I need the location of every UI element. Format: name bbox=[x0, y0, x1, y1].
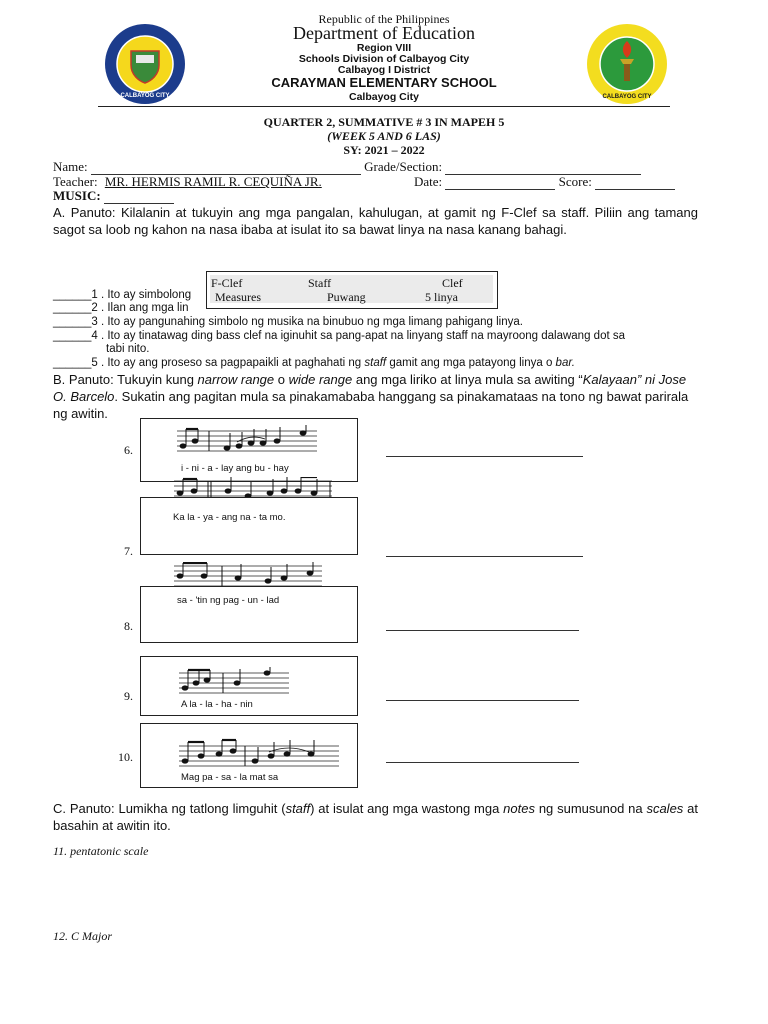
answer-line-7[interactable] bbox=[386, 556, 583, 557]
music-box-6 bbox=[140, 418, 358, 482]
division-text: Schools Division of Calbayog City bbox=[298, 53, 470, 65]
item-7-number: 7. bbox=[124, 544, 133, 558]
school-year: SY: 2021 – 2022 bbox=[343, 143, 425, 157]
section-b-instructions: B. Panuto: Tukuyin kung narrow range o wide range ang mga liriko at linya mula sa awiting “Kalayaan” ni Jose O. Barcelo. Sukatin ang pagitan mula sa pinakamababa hanggang sa pinakamataas na tono ng bawat parirala ng awitin. bbox=[53, 372, 689, 421]
score-label: Score: bbox=[558, 174, 592, 189]
item-6-number: 6. bbox=[124, 443, 133, 457]
item-12: 12. C Major bbox=[53, 929, 113, 943]
answer-line-6[interactable] bbox=[386, 456, 583, 457]
staff-notes-9 bbox=[179, 667, 299, 695]
item-9-number: 9. bbox=[124, 689, 133, 703]
staff-notes-10 bbox=[179, 738, 339, 768]
item-1: ______1 . Ito ay simbolong bbox=[53, 289, 192, 301]
grade-label: Grade/Section: bbox=[364, 159, 443, 174]
item-3: ______3 . Ito ay pangunahing simbolo ng musika na binubuo ng mga limang pahigang linya. bbox=[53, 316, 523, 328]
svg-text:CALBAYOG CITY: CALBAYOG CITY bbox=[120, 93, 170, 99]
music-box-7 bbox=[140, 497, 358, 555]
section-c-instructions: C. Panuto: Lumikha ng tatlong limguhit (staff) at isulat ang mga wastong mga notes ng sumusunod na scales at basahin at awitin ito. bbox=[53, 801, 698, 833]
choices-box bbox=[206, 271, 498, 309]
answer-line-9[interactable] bbox=[386, 700, 579, 701]
header-divider bbox=[98, 106, 670, 107]
teacher-name: MR. HERMIS RAMIL R. CEQUIÑA JR. bbox=[104, 174, 322, 189]
republic-text: Republic of the Philippines bbox=[318, 12, 450, 26]
date-label: Date: bbox=[414, 174, 443, 189]
district-text: Calbayog I District bbox=[337, 64, 431, 76]
item-10-number: 10. bbox=[118, 750, 133, 764]
item-2: ______2 . Ilan ang mga lin bbox=[53, 302, 189, 314]
date-field[interactable] bbox=[445, 189, 555, 190]
choice-fclef: F-Clef bbox=[211, 276, 243, 290]
answer-line-8[interactable] bbox=[386, 630, 579, 631]
date-score-row bbox=[414, 174, 675, 190]
music-row bbox=[53, 188, 174, 204]
choice-5-linya: 5 linya bbox=[425, 290, 458, 304]
choice-clef: Clef bbox=[442, 276, 463, 290]
section-a-instructions: A. Panuto: Kilalanin at tukuyin ang mga pangalan, kahulugan, at gamit ng F-Clef sa staff. Piliin ang tamang sagot sa loob ng kahon na nasa ibaba at isulat ito sa bawat linya na nasa kanang bahagi. bbox=[53, 205, 698, 237]
choice-staff: Staff bbox=[308, 276, 332, 290]
score-field[interactable] bbox=[595, 189, 675, 190]
quiz-subtitle: (WEEK 5 AND 6 LAS) bbox=[327, 129, 441, 143]
music-box-10 bbox=[140, 723, 358, 788]
item-8-number: 8. bbox=[124, 619, 133, 633]
item-4: ______4 . Ito ay tinatawag ding bass clef na iginuhit sa pang-apat na linyang staff na mayroong dalawang dot sa bbox=[53, 330, 626, 342]
choice-puwang: Puwang bbox=[327, 290, 366, 304]
music-label: MUSIC: bbox=[53, 188, 101, 203]
answer-line-10[interactable] bbox=[386, 762, 579, 763]
department-title: Department of Education bbox=[293, 23, 475, 43]
quiz-title: QUARTER 2, SUMMATIVE # 3 IN MAPEH 5 bbox=[263, 115, 505, 129]
music-box-9 bbox=[140, 656, 358, 716]
lyrics-9: A la - la - ha - nin bbox=[181, 699, 253, 710]
staff-notes-8 bbox=[174, 562, 322, 588]
school-name: CARAYMAN ELEMENTARY SCHOOL bbox=[271, 75, 497, 90]
lyrics-8: sa - 'tin ng pag - un - lad bbox=[177, 595, 280, 606]
teacher-label: Teacher: bbox=[53, 174, 98, 189]
svg-text:CALBAYOG CITY: CALBAYOG CITY bbox=[602, 94, 652, 100]
name-label: Name: bbox=[53, 159, 88, 174]
staff-notes-6 bbox=[177, 425, 317, 457]
region-text: Region VIII bbox=[356, 42, 412, 54]
lyrics-7: Ka la - ya - ang na - ta mo. bbox=[173, 512, 286, 523]
item-4-continuation: tabi nito. bbox=[106, 343, 150, 355]
choice-measures: Measures bbox=[215, 290, 261, 304]
lyrics-6: i - ni - a - lay ang bu - hay bbox=[181, 463, 289, 474]
city-text: Calbayog City bbox=[348, 91, 419, 103]
lyrics-10: Mag pa - sa - la mat sa bbox=[181, 772, 279, 783]
music-box-8 bbox=[140, 586, 358, 643]
item-5: ______5 . Ito ay ang proseso sa pagpapaikli at paghahati ng staff gamit ang mga patayong linya o bar. bbox=[53, 357, 575, 369]
name-row bbox=[53, 159, 641, 175]
item-11: 11. pentatonic scale bbox=[53, 844, 149, 858]
